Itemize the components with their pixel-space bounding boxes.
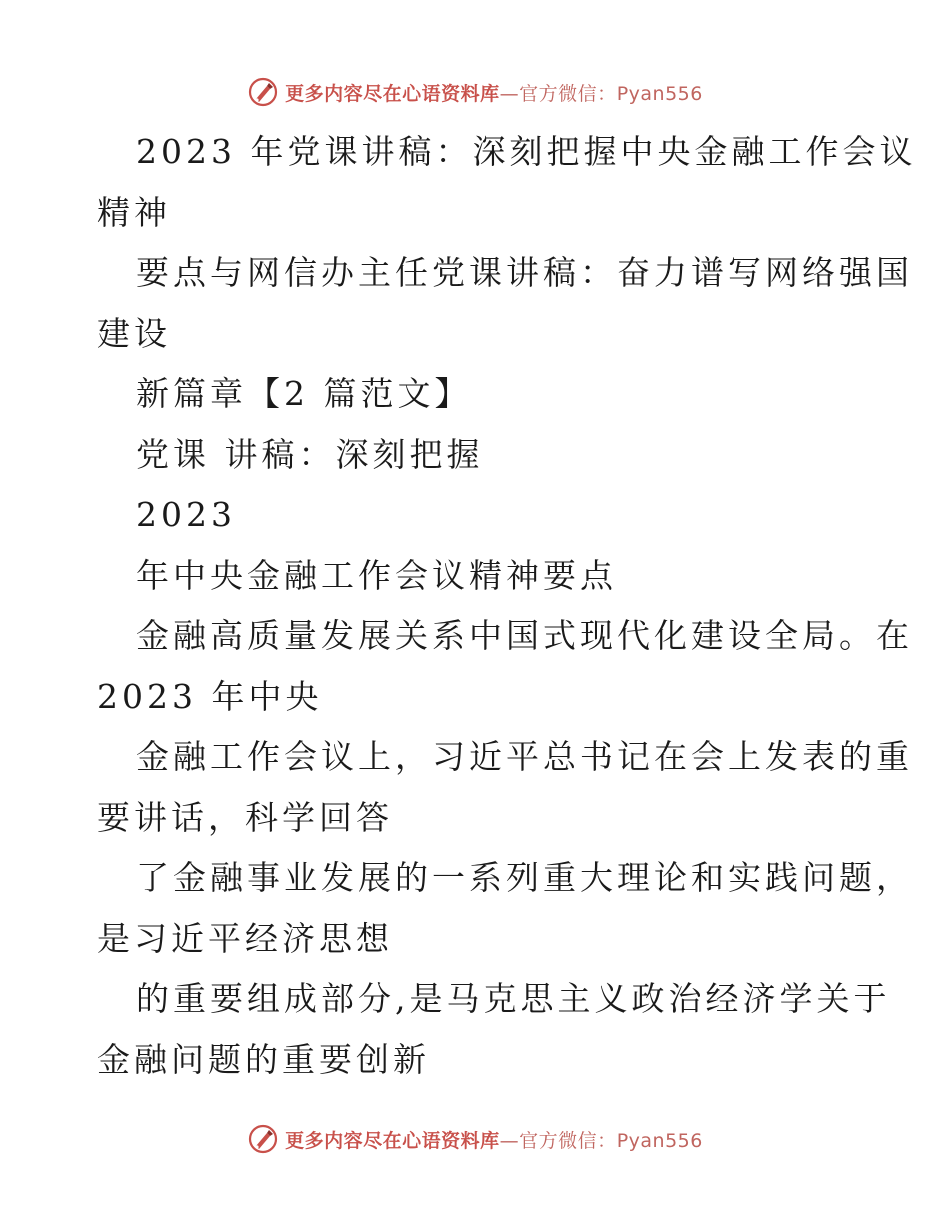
title-line-1: 2023 年党课讲稿：深刻把握中央金融工作会议 [136,132,917,171]
paragraph-line-4: 要讲话，科学回答 [97,797,393,837]
paragraph-line-8: 金融问题的重要创新 [97,1039,430,1079]
paragraph-line-6: 是习近平经济思想 [97,918,393,958]
pen-logo-icon [247,1123,279,1155]
paragraph-line-1: 金融高质量发展关系中国式现代化建设全局。在 [136,616,913,655]
paragraph-line-3: 金融工作会议上，习近平总书记在会上发表的重 [136,737,913,776]
paragraph-line-7: 的重要组成部分,是马克思主义政治经济学关于 [136,979,891,1018]
paragraph-line-5: 了金融事业发展的一系列重大理论和实践问题， [136,858,913,897]
watermark-text [285,1126,703,1153]
title-line-4: 建设 [97,313,171,353]
watermark-official: 官方微信： [519,1129,617,1152]
section-heading-1: 党课 讲稿：深刻把握 [136,434,484,474]
watermark-separator: — [499,1129,520,1152]
watermark-brand: 更多内容尽在心语资料库 [285,82,500,105]
title-line-3: 要点与网信办主任党课讲稿：奋力谱写网络强国 [136,253,913,292]
paragraph-line-2: 2023 年中央 [97,676,323,716]
section-heading-2: 2023 [136,495,236,534]
title-line-2: 精神 [97,192,171,232]
watermark-wechat-id: Pyan556 [616,82,703,105]
title-line-5: 新篇章【2 篇范文】 [136,374,472,413]
watermark-header [0,72,950,112]
watermark-brand: 更多内容尽在心语资料库 [285,1129,500,1152]
document-body [97,122,917,1090]
watermark-text [285,79,703,106]
section-heading-3: 年中央金融工作会议精神要点 [136,555,617,595]
watermark-footer [0,1119,950,1159]
watermark-separator: — [499,82,520,105]
watermark-wechat-id: Pyan556 [616,1129,703,1152]
watermark-official: 官方微信： [519,82,617,105]
pen-logo-icon [247,76,279,108]
